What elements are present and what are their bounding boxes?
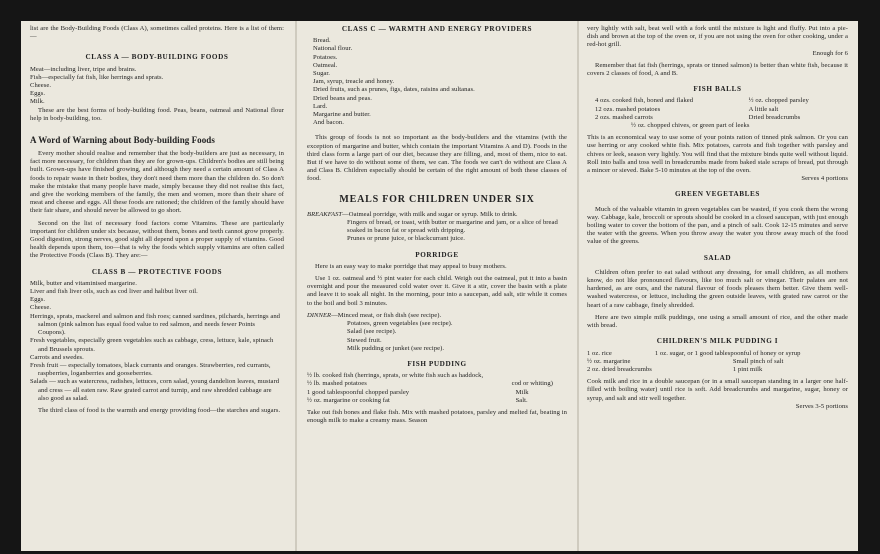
fish-pudding-ingredients (307, 372, 567, 405)
vitamins-paragraph: Second on the list of necessary food factors come Vitamins. These are particularly important for children under six because, without them, bones and teeth cannot grow properly. Good digestion, strong nerves, good sight all depend upon a proper supply of vitamins. Good health depends upon them, too—that is why the foods which supply vitamins are often called the Protective Foods (Class B). They are:— (30, 219, 284, 260)
heading-class-b: CLASS B — PROTECTIVE FOODS (91, 267, 223, 276)
breakfast-line: BREAKFAST—Oatmeal porridge, with milk and sugar or syrup. Milk to drink. (307, 210, 518, 218)
list-item: Meat—including liver, tripe and brains. (30, 65, 137, 73)
salad-paragraph: Children often prefer to eat salad without any dressing, for small children, as all mothers know, do not like pronounced flavours, like too much salt or vinegar. Their palates are not hardened, as are ours, and the natural flavour of foods pleases them better. Give them well-washed watercress, or lettuce, including the green outside leaves, with grated raw carrot or the heart of a raw cabbage, finely shredded. (587, 268, 848, 309)
list-item: National flour. (313, 45, 353, 53)
heading-childrens-milk-pudding: CHILDREN'S MILK PUDDING I (656, 337, 779, 346)
dinner-line: Stewed fruit. (347, 336, 382, 344)
best-forms-paragraph: These are the best forms of body-building food. Peas, beans, oatmeal and National flour help in body-building, too. (30, 106, 284, 122)
milk-pudding-method: Cook milk and rice in a double saucepan (or in a small saucepan standing in a larger one half-filled with boiling water) until rice is soft. Add breadcrumbs and margarine, sugar, honey or syrup, and salt and stir well together. (587, 378, 848, 402)
heading-word-of-warning: A Word of Warning about Body-building Foods (30, 135, 215, 146)
milk-pudding-yield: Serves 3-5 portions (795, 402, 848, 410)
page-panel-left (21, 21, 295, 551)
heading-fish-pudding: FISH PUDDING (407, 359, 467, 368)
list-item: Lard. (313, 102, 328, 110)
list-item: Jam, syrup, treacle and honey. (313, 78, 395, 86)
column-middle (307, 21, 567, 551)
list-item: Sugar. (313, 70, 330, 78)
ingredient-row: 2 ozs. mashed carrots Dried breadcrumbs (595, 113, 801, 121)
list-item: Bread. (313, 37, 331, 45)
heading-green-vegetables: GREEN VEGETABLES (674, 190, 761, 199)
list-item: Oatmeal. (313, 61, 338, 69)
fish-pudding-continued: very lightly with salt, beat well with a fork until the mixture is light and fluffy. Put into a pie-dish and brown at the top of the oven or, if you are not using the oven for other cooking, under a red-hot grill. (587, 25, 848, 49)
heading-class-a: CLASS A — BODY-BUILDING FOODS (85, 53, 229, 62)
class-b-list (30, 280, 284, 403)
heading-fish-balls: FISH BALLS (693, 85, 742, 94)
breakfast-line: Prunes or prune juice, or blackcurrant juice. (347, 235, 465, 243)
list-item: And bacon. (313, 119, 344, 127)
ingredient-row: 2 oz. dried breadcrumbs 1 pint milk (587, 365, 763, 373)
dinner-line: Milk pudding or junket (see recipe). (347, 344, 445, 352)
third-class-paragraph: The third class of food is the warmth and energy providing food—the starches and sugars. (38, 406, 281, 414)
fish-balls-method: This is an economical way to use some of your points ration of tinned pink salmon. Or you can use herring or any cooked white fish. Mix potatoes, carrots and fish together with parsley and chives or leek, season very lightly. You will find that the mixture binds quite well without liquid. Roll into balls and toss well in breadcrumbs made from baked stale scraps of bread, put through a mincer or sieved. Bake 5-10 minutes at the top of the oven. (587, 134, 848, 175)
milk-pudding-ingredients (587, 350, 848, 375)
fish-balls-yield: Serves 4 portions (801, 175, 848, 183)
list-item: Carrots and swedes. (30, 353, 84, 361)
breakfast-label: BREAKFAST (307, 210, 343, 218)
ingredient-row: 1 good tablespoonful chopped parsley Milk (307, 388, 529, 396)
dinner-line: Salad (see recipe). (347, 328, 397, 336)
list-item: Cheese. (30, 304, 52, 312)
list-item: Milk. (30, 98, 45, 106)
heading-salad: SALAD (703, 253, 732, 262)
list-item: Potatoes. (313, 53, 338, 61)
list-item: Liver and fish liver oils, such as cod liver and halibut liver oil. (30, 288, 198, 296)
porridge-method: Use 1 oz. oatmeal and ½ pint water for each child. Weigh out the oatmeal, put it into a basin overnight and pour the measured cold water over it. Give it a stir, cover the basin with a plate and leave it to soak all night. In the morning, pour into a saucepan, add salt, stir while it comes to the boil and boil 3 minutes. (307, 275, 567, 307)
fish-pudding-method: Take out fish bones and flake fish. Mix with mashed potatoes, parsley and melted fat, beating in enough milk to make a creamy mass. Season (307, 408, 567, 425)
ingredient-row: ½ oz. margarine Small pinch of salt (587, 357, 784, 365)
breakfast-line: Fingers of bread, or toast, with butter or margarine and jam, or a slice of bread soaked in bacon fat or spread with dripping. (347, 219, 558, 235)
list-item: Fish—especially fat fish, like herrings and sprats. (30, 73, 164, 81)
ingredient-row: ½ lb. cooked fish (herrings, sprats, or white fish such as haddock, (307, 372, 484, 380)
intro-paragraph: list are the Body-Building Foods (Class A), sometimes called proteins. Here is a list of them:— (30, 25, 284, 41)
class-a-list (30, 66, 284, 107)
heading-class-c: CLASS C — WARMTH AND ENERGY PROVIDERS (341, 25, 533, 33)
dinner-label: DINNER (307, 311, 332, 319)
group-paragraph: This group of foods is not so important as the body-builders and the vitamins (with the exception of margarine and butter, which contain the important Vitamins A and D). Foods in the third class form a large part of our diet, because they are filling, and, most of them, nice to eat. But if we have to do without some of them, we can. The foods we can't do without are Class A and Class B. Children especially should be certain of the right amount of both these classes of food. (307, 134, 567, 183)
list-item: Fresh vegetables, especially green vegetables such as cabbage, cress, lettuce, kale, spinach and Brussels sprouts. (30, 337, 274, 353)
remember-paragraph: Remember that fat fish (herrings, sprats or tinned salmon) is better than white fish, because it covers 2 classes of food, A and B. (587, 61, 848, 78)
class-c-list (307, 37, 567, 127)
list-item: Milk, butter and vitaminised margarine. (30, 279, 137, 287)
list-item: Salads — such as watercress, radishes, lettuces, corn salad, young dandelion leaves, mustard and cress — all eaten raw. Raw grated carrot and turnip, and raw shredded cabbage are also good as salad. (30, 378, 280, 402)
ingredient-row: 1 oz. rice 1 oz. sugar, or 1 good tablespoonful of honey or syrup (587, 349, 801, 357)
heading-porridge: PORRIDGE (415, 250, 459, 259)
dinner-line: Potatoes, green vegetables (see recipe). (347, 320, 453, 328)
list-item: Eggs. (30, 296, 46, 304)
ingredient-row: 4 ozs. cooked fish, boned and flaked ½ oz. chopped parsley (595, 97, 809, 105)
list-item: Dried beans and peas. (313, 94, 372, 102)
ingredient-row: 12 ozs. mashed potatoes A little salt (595, 105, 779, 113)
page-panel-middle (297, 21, 577, 551)
column-left (30, 21, 284, 551)
heading-meals-under-six: MEALS FOR CHILDREN UNDER SIX (339, 193, 535, 205)
list-item: Fresh fruit — especially tomatoes, black currants and oranges. Strawberries, red currants, raspberries, loganberries and gooseberries. (30, 361, 271, 378)
fish-balls-ingredients (595, 97, 843, 122)
list-item: Herrings, sprats, mackerel and salmon and fish roes; canned sardines, pilchards, herrings and salmon (pink salmon has equal food value to red salmon, and needs fewer Points Coupons). (30, 312, 281, 337)
column-right (587, 21, 848, 551)
green-vegetables-paragraph: Much of the valuable vitamin in green vegetables can be wasted, if you cook them the wrong way. Cabbage, kale, broccoli or sprouts should be cooked in a closed saucepan, with just enough boiling water to cover the bottom of the pan, and a pinch of salt. Cook 12-15 minutes and serve the water with the greens. When you throw away the water you throw away much of the food value of the greens. (587, 205, 848, 246)
puddings-intro: Here are two simple milk puddings, one using a small amount of rice, and the other made with bread. (587, 313, 848, 330)
dinner-line: DINNER—Minced meat, or fish dish (see recipe). (307, 311, 442, 319)
list-item: Cheese. (30, 82, 52, 90)
porridge-intro: Here is an easy way to make porridge that may appeal to busy mothers. (315, 262, 507, 270)
ingredient-row: ½ lb. mashed potatoes cod or whiting) (307, 380, 553, 388)
list-item: Margarine and butter. (313, 111, 371, 119)
warning-paragraph: Every mother should realise and remember that the body-builders are just as necessary, in fact more necessary, for children than they are for grown-ups. Children's bodies are still being built. Grown-ups have finished growing, and although they need a certain amount of Class A foods to repair waste in their bodies, they don't need them more than the children do. So don't make the mistake that many people have made, simply because they did not realise this fact, and give the working members of the family, the men and women, more than their share of meat and cheese and eggs. All these foods are rationed; the children of the family should have their fair share, and should never be allowed to go short. (30, 150, 284, 215)
fish-pudding-yield: Enough for 6 (812, 49, 848, 57)
list-item: Dried fruits, such as prunes, figs, dates, raisins and sultanas. (313, 86, 475, 94)
page-panel-right (579, 21, 858, 551)
ingredient-row: ½ oz. chopped chives, or green part of leeks (631, 122, 750, 130)
ingredient-row: ½ oz. margarine or cooking fat Salt. (307, 396, 528, 404)
list-item: Eggs. (30, 90, 46, 98)
